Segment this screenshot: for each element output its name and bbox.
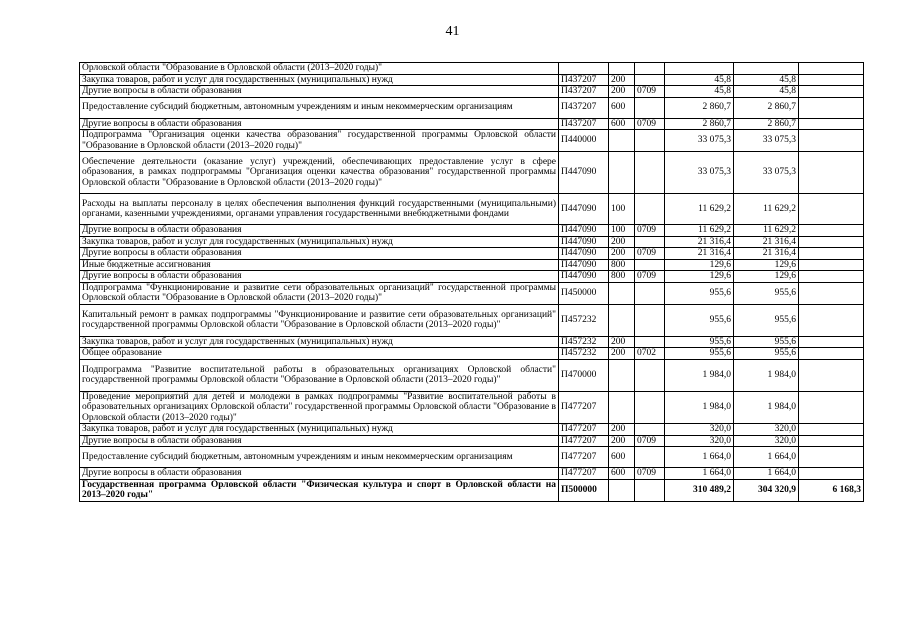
row-expense-type [609,391,635,424]
row-code: П477207 [559,391,609,424]
row-section: 0709 [635,435,665,447]
row-section [635,63,665,75]
row-name: Закупка товаров, работ и услуг для государственных (муниципальных) нужд [80,74,559,86]
row-amount-2: 304 320,9 [734,479,799,501]
row-amount-2: 1 664,0 [734,468,799,480]
row-name: Другие вопросы в области образования [80,271,559,283]
row-amount-3 [799,424,864,436]
row-amount-3 [799,152,864,194]
row-code: П437207 [559,74,609,86]
row-amount-total: 1 664,0 [665,447,734,468]
row-name: Закупка товаров, работ и услуг для государственных (муниципальных) нужд [80,236,559,248]
row-expense-type: 200 [609,236,635,248]
row-amount-2: 11 629,2 [734,194,799,225]
row-amount-2: 129,6 [734,259,799,271]
row-name: Предоставление субсидий бюджетным, автономным учреждениям и иным некоммерческим организациям [80,447,559,468]
row-expense-type [609,359,635,391]
row-section [635,259,665,271]
row-expense-type [609,282,635,304]
row-amount-2: 2 860,7 [734,97,799,118]
table-row [80,130,864,152]
table-row [80,118,864,130]
row-name: Орловской области "Образование в Орловской области (2013–2020 годы)" [80,63,559,75]
row-amount-total: 1 984,0 [665,391,734,424]
row-code: П450000 [559,282,609,304]
table-row [80,86,864,98]
row-expense-type: 800 [609,259,635,271]
row-section [635,282,665,304]
row-name: Капитальный ремонт в рамках подпрограммы "Функционирование и развитие сети образовательных организаций" государственной программы Орловской области "Образование в Орловской области (2013–2020 годы)" [80,304,559,336]
row-code: П477207 [559,435,609,447]
row-name: Проведение мероприятий для детей и молодежи в рамках подпрограммы "Развитие воспитательной работы в образовательных организациях Орловской области" государственной программы Орловской области "Образование в Орловской области (2013–2020 годы)" [80,391,559,424]
row-name: Другие вопросы в области образования [80,248,559,260]
row-expense-type [609,152,635,194]
row-section: 0709 [635,271,665,283]
budget-table [79,62,864,502]
row-name: Другие вопросы в области образования [80,225,559,237]
row-amount-3 [799,348,864,360]
row-amount-2: 21 316,4 [734,248,799,260]
row-amount-2: 1 984,0 [734,359,799,391]
row-amount-total: 955,6 [665,348,734,360]
row-section [635,391,665,424]
table-row [80,391,864,424]
table-row [80,282,864,304]
table-row [80,447,864,468]
row-amount-total: 1 984,0 [665,359,734,391]
row-amount-total: 33 075,3 [665,130,734,152]
row-section [635,130,665,152]
row-amount-3 [799,391,864,424]
table-row [80,248,864,260]
row-section: 0709 [635,468,665,480]
row-expense-type: 200 [609,74,635,86]
row-expense-type [609,479,635,501]
row-code: П447090 [559,236,609,248]
row-amount-2: 129,6 [734,271,799,283]
row-amount-2: 2 860,7 [734,118,799,130]
row-amount-total: 33 075,3 [665,152,734,194]
row-amount-2: 45,8 [734,74,799,86]
row-section [635,194,665,225]
row-name: Подпрограмма "Функционирование и развитие сети образовательных организаций" государственной программы Орловской области "Образование в Орловской области (2013–2020 годы)" [80,282,559,304]
row-name: Подпрограмма "Организация оценки качества образования" государственной программы Орловской области "Образование в Орловской области (2013–2020 годы)" [80,130,559,152]
row-section [635,152,665,194]
row-code: П457232 [559,348,609,360]
row-expense-type: 600 [609,468,635,480]
row-amount-total [665,63,734,75]
row-section: 0709 [635,248,665,260]
row-code: П477207 [559,447,609,468]
row-code: П447090 [559,248,609,260]
row-code: П447090 [559,152,609,194]
row-amount-total: 1 664,0 [665,468,734,480]
row-expense-type: 100 [609,225,635,237]
row-amount-3 [799,97,864,118]
table-row [80,152,864,194]
row-code: П470000 [559,359,609,391]
row-code: П440000 [559,130,609,152]
row-amount-3 [799,225,864,237]
row-code: П437207 [559,118,609,130]
row-code: П447090 [559,271,609,283]
row-name: Подпрограмма "Развитие воспитательной работы в образовательных организациях Орловской области" государственной программы Орловской области "Образование в Орловской области (2013–2020 годы)" [80,359,559,391]
row-amount-3 [799,336,864,348]
row-expense-type: 200 [609,424,635,436]
row-section [635,336,665,348]
table-row [80,259,864,271]
table-row [80,424,864,436]
row-expense-type: 800 [609,271,635,283]
row-name: Закупка товаров, работ и услуг для государственных (муниципальных) нужд [80,336,559,348]
row-amount-total: 955,6 [665,336,734,348]
row-amount-total: 11 629,2 [665,194,734,225]
row-amount-3 [799,74,864,86]
row-section [635,424,665,436]
row-amount-total: 129,6 [665,259,734,271]
row-expense-type: 600 [609,118,635,130]
row-amount-3 [799,447,864,468]
table-row [80,225,864,237]
row-amount-total: 129,6 [665,271,734,283]
row-amount-3 [799,271,864,283]
row-code: П500000 [559,479,609,501]
row-code: П477207 [559,424,609,436]
row-expense-type: 200 [609,248,635,260]
row-amount-2: 33 075,3 [734,152,799,194]
row-amount-total: 955,6 [665,282,734,304]
row-expense-type: 200 [609,86,635,98]
row-amount-total: 21 316,4 [665,236,734,248]
row-section [635,447,665,468]
row-expense-type [609,130,635,152]
row-code: П437207 [559,86,609,98]
row-amount-2: 45,8 [734,86,799,98]
row-amount-total: 2 860,7 [665,118,734,130]
row-amount-2: 33 075,3 [734,130,799,152]
row-expense-type: 200 [609,336,635,348]
table-row [80,468,864,480]
page-number: 41 [445,24,460,39]
row-amount-3 [799,118,864,130]
row-code: П457232 [559,336,609,348]
row-amount-2: 955,6 [734,336,799,348]
row-amount-total: 11 629,2 [665,225,734,237]
row-amount-3 [799,130,864,152]
row-amount-3 [799,282,864,304]
row-amount-3 [799,248,864,260]
row-amount-3: 6 168,3 [799,479,864,501]
row-section [635,74,665,86]
row-amount-2: 1 984,0 [734,391,799,424]
table-row [80,97,864,118]
row-amount-total: 310 489,2 [665,479,734,501]
row-code: П457232 [559,304,609,336]
row-section [635,359,665,391]
row-name: Государственная программа Орловской области "Физическая культура и спорт в Орловской области на 2013–2020 годы" [80,479,559,501]
table-row [80,74,864,86]
table-row [80,479,864,501]
row-name: Другие вопросы в области образования [80,468,559,480]
row-code: П447090 [559,194,609,225]
row-section [635,304,665,336]
table-row [80,194,864,225]
row-amount-2: 320,0 [734,435,799,447]
row-code: П447090 [559,225,609,237]
row-expense-type [609,304,635,336]
row-name: Предоставление субсидий бюджетным, автономным учреждениям и иным некоммерческим организациям [80,97,559,118]
row-expense-type: 100 [609,194,635,225]
row-expense-type: 200 [609,348,635,360]
row-amount-3 [799,236,864,248]
row-section: 0709 [635,225,665,237]
row-amount-3 [799,435,864,447]
table-row [80,348,864,360]
table-body [80,63,864,502]
row-name: Иные бюджетные ассигнования [80,259,559,271]
row-section: 0709 [635,86,665,98]
row-code: П447090 [559,259,609,271]
row-amount-3 [799,359,864,391]
row-section [635,97,665,118]
row-amount-total: 21 316,4 [665,248,734,260]
row-expense-type: 600 [609,447,635,468]
row-name: Другие вопросы в области образования [80,118,559,130]
row-amount-2: 955,6 [734,282,799,304]
row-amount-total: 320,0 [665,435,734,447]
row-amount-2: 1 664,0 [734,447,799,468]
row-expense-type: 600 [609,97,635,118]
row-name: Другие вопросы в области образования [80,86,559,98]
row-expense-type: 200 [609,435,635,447]
table-row [80,304,864,336]
row-amount-3 [799,63,864,75]
row-amount-total: 45,8 [665,86,734,98]
row-amount-3 [799,194,864,225]
row-amount-3 [799,259,864,271]
row-expense-type [609,63,635,75]
row-section: 0702 [635,348,665,360]
row-amount-3 [799,86,864,98]
row-name: Закупка товаров, работ и услуг для государственных (муниципальных) нужд [80,424,559,436]
row-name: Обеспечение деятельности (оказание услуг) учреждений, обеспечивающих предоставление услуг в сфере образования, в рамках подпрограммы "Организация оценки качества образования" государственной программы Орловской области "Образование в Орловской области (2013–2020 годы)" [80,152,559,194]
row-section [635,479,665,501]
row-amount-3 [799,304,864,336]
row-code: П437207 [559,97,609,118]
row-amount-total: 955,6 [665,304,734,336]
row-name: Другие вопросы в области образования [80,435,559,447]
row-section [635,236,665,248]
row-amount-total: 2 860,7 [665,97,734,118]
row-amount-2: 955,6 [734,348,799,360]
row-section: 0709 [635,118,665,130]
row-code: П477207 [559,468,609,480]
row-name: Расходы на выплаты персоналу в целях обеспечения выполнения функций государственными (муниципальными) органами, казенными учреждениями, органами управления государственными внебюджетными фондами [80,194,559,225]
table-row [80,63,864,75]
row-amount-2: 320,0 [734,424,799,436]
row-amount-3 [799,468,864,480]
row-code [559,63,609,75]
row-amount-total: 45,8 [665,74,734,86]
row-amount-2: 21 316,4 [734,236,799,248]
row-amount-2: 11 629,2 [734,225,799,237]
row-amount-2: 955,6 [734,304,799,336]
row-name: Общее образование [80,348,559,360]
row-amount-2 [734,63,799,75]
table-row [80,359,864,391]
table-row [80,336,864,348]
table-row [80,271,864,283]
table-row [80,435,864,447]
row-amount-total: 320,0 [665,424,734,436]
table-row [80,236,864,248]
